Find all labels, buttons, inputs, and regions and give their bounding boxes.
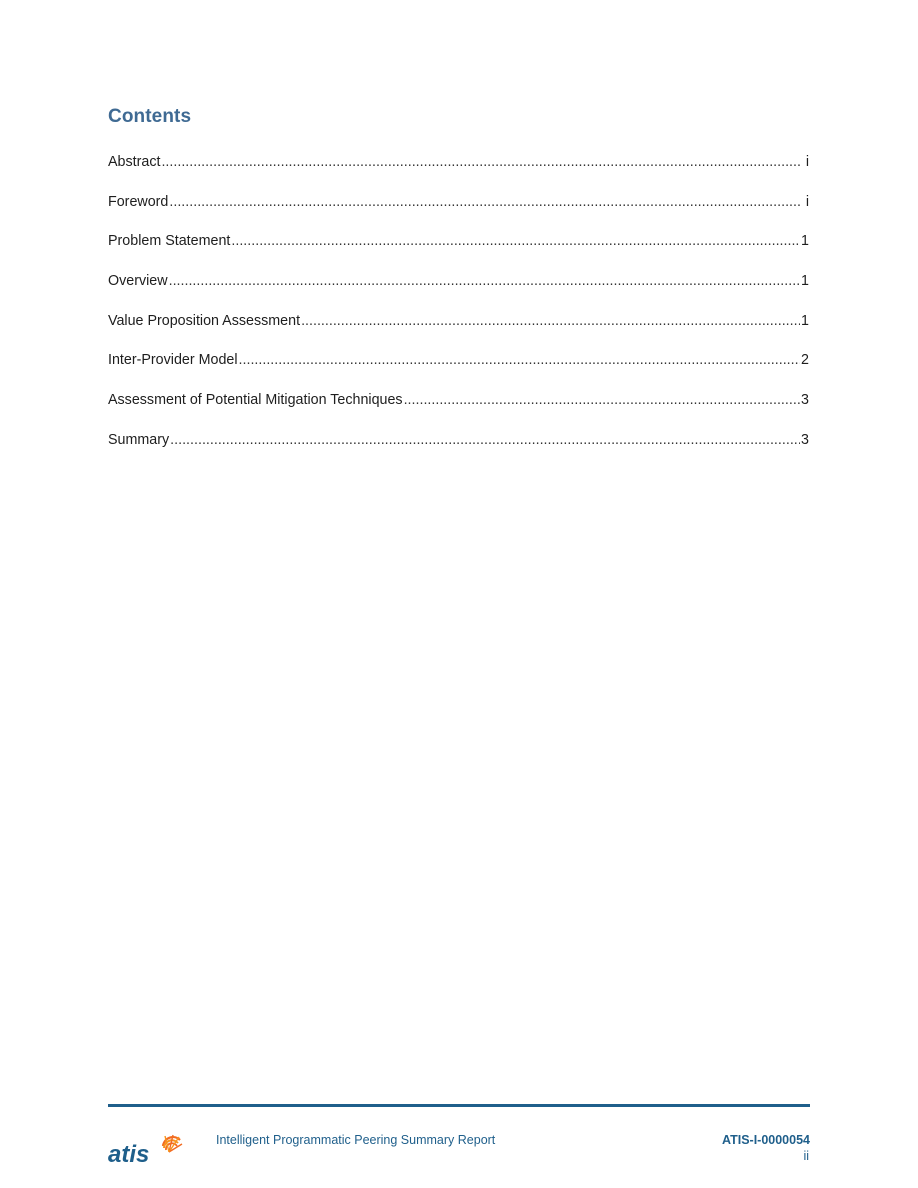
toc-entry-label: Summary — [108, 431, 170, 448]
toc-entry-value-proposition-assessment[interactable] — [108, 313, 809, 353]
atis-logo-text: atis — [108, 1141, 150, 1166]
atis-logo-sunburst-icon — [163, 1135, 182, 1152]
toc-entry-problem-statement[interactable] — [108, 233, 809, 273]
page-title: Contents — [108, 106, 192, 127]
toc-entry-page: 3 — [801, 392, 809, 409]
toc-entry-abstract[interactable] — [108, 154, 809, 194]
toc-entry-assessment-of-mitigation-techniques[interactable] — [108, 392, 809, 432]
toc-entry-inter-provider-model[interactable] — [108, 352, 809, 392]
toc-entry-page: 1 — [801, 233, 809, 250]
toc-dot-leader — [301, 313, 800, 329]
toc-entry-label: Assessment of Potential Mitigation Techniques — [108, 392, 403, 409]
toc-entry-foreword[interactable] — [108, 194, 809, 234]
toc-entry-page: i — [805, 193, 809, 210]
footer-divider — [108, 1104, 810, 1107]
toc-entry-page: i — [805, 154, 809, 170]
toc-entry-label: Overview — [108, 273, 168, 290]
toc-dot-leader — [231, 233, 800, 249]
toc-entry-page: 1 — [801, 273, 809, 290]
toc-entry-overview[interactable] — [108, 273, 809, 313]
toc-dot-leader — [239, 352, 800, 368]
toc-entry-label: Foreword — [108, 193, 169, 210]
footer-report-title: Intelligent Programmatic Peering Summary Report — [216, 1133, 496, 1147]
toc-entry-summary[interactable] — [108, 432, 809, 472]
toc-dot-leader — [161, 154, 800, 170]
footer-page-number: ii — [803, 1149, 809, 1163]
toc-entry-label: Problem Statement — [108, 233, 231, 250]
table-of-contents — [108, 154, 809, 472]
footer-document-id: ATIS-I-0000054 — [721, 1133, 810, 1147]
toc-dot-leader — [169, 273, 800, 289]
toc-dot-leader — [170, 432, 800, 448]
toc-dot-leader — [169, 194, 800, 210]
atis-logo — [107, 1132, 183, 1166]
toc-entry-label: Inter-Provider Model — [108, 352, 238, 369]
toc-entry-page: 2 — [801, 352, 809, 369]
toc-entry-label: Abstract — [108, 154, 161, 170]
toc-entry-page: 3 — [801, 431, 809, 448]
toc-entry-label: Value Proposition Assessment — [108, 312, 301, 329]
toc-entry-page: 1 — [801, 312, 809, 329]
toc-dot-leader — [404, 392, 800, 408]
